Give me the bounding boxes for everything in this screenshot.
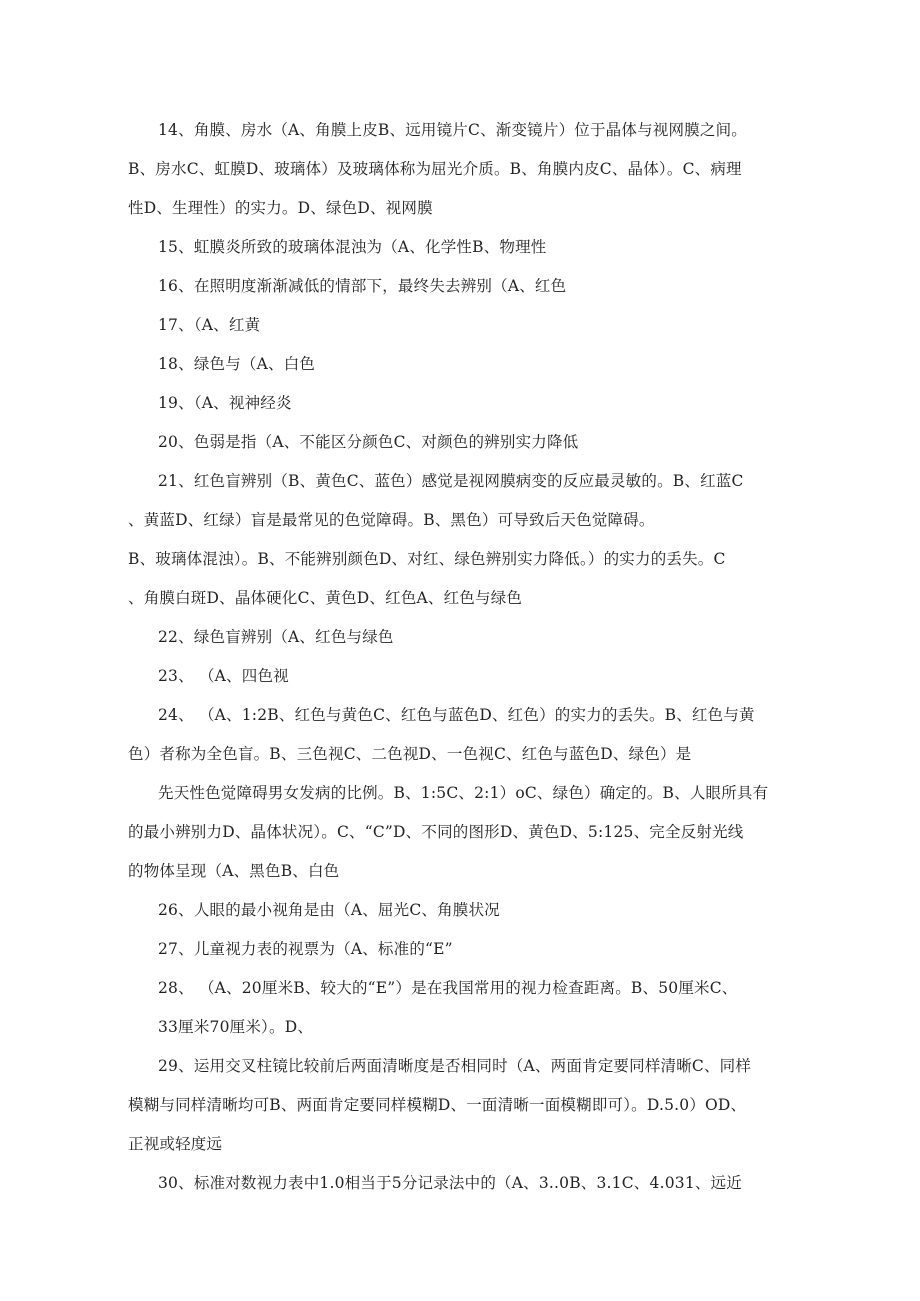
text-line: 19、（A、视神经炎: [158, 394, 292, 412]
text-line: 23、 （A、四色视: [158, 667, 289, 685]
text-line: 正视或轻度远: [128, 1135, 223, 1153]
text-line: 14、角膜、房水（A、角膜上皮B、远用镜片C、渐变镜片）位于晶体与视网膜之间。: [158, 121, 747, 139]
text-line: 24、 （A、1:2B、红色与黄色C、红色与蓝色D、红色）的实力的丢失。B、红色与黄: [158, 706, 755, 724]
text-line: 性D、生理性）的实力。D、绿色D、视网膜: [128, 199, 433, 217]
text-line: 26、人眼的最小视角是由（A、屈光C、角膜状况: [158, 901, 500, 919]
text-line: B、玻璃体混浊）。B、不能辨别颜色D、对红、绿色辨别实力降低。）的实力的丢失。C: [128, 550, 726, 568]
text-line: B、房水C、虹膜D、玻璃体）及玻璃体称为屈光介质。B、角膜内皮C、晶体）。C、病理: [128, 160, 742, 178]
text-line: 30、标准对数视力表中1.0相当于5分记录法中的（A、3..0B、3.1C、4.031、远近: [158, 1174, 742, 1192]
text-line: 先天性色觉障碍男女发病的比例。B、1:5C、2:1）oC、绿色）确定的。B、人眼所具有: [158, 784, 769, 802]
text-line: 28、 （A、20厘米B、较大的“E”）是在我国常用的视力检查距离。B、50厘米C、: [158, 979, 738, 997]
text-line: 模糊与同样清晰均可B、两面肯定要同样模糊D、一面清晰一面模糊即可）。D.5.0）OD、: [128, 1096, 747, 1114]
text-line: 20、色弱是指（A、不能区分颜色C、对颜色的辨别实力降低: [158, 433, 579, 451]
text-line: 17、（A、红黄: [158, 316, 261, 334]
text-line: 33厘米70厘米）。D、: [158, 1018, 314, 1036]
text-line: 的物体呈现（A、黑色B、白色: [128, 862, 340, 880]
text-line: 色）者称为全色盲。B、三色视C、二色视D、一色视C、红色与蓝色D、绿色）是: [128, 745, 692, 763]
text-line: 、黄蓝D、红绿）盲是最常见的色觉障碍。B、黑色）可导致后天色觉障碍。: [128, 511, 655, 529]
text-line: 21、红色盲辨别（B、黄色C、蓝色）感觉是视网膜病变的反应最灵敏的。B、红蓝C: [158, 472, 744, 490]
text-line: 22、绿色盲辨别（A、红色与绿色: [158, 628, 394, 646]
text-line: 16、在照明度渐渐减低的情部下，最终失去辨别（A、红色: [158, 277, 567, 295]
text-line: 的最小辨别力D、晶体状况）。C、“C”D、不同的图形D、黄色D、5:125、完全反射光线: [128, 823, 744, 841]
text-line: 18、绿色与（A、白色: [158, 355, 316, 373]
text-line: 、角膜白斑D、晶体硬化C、黄色D、红色A、红色与绿色: [128, 589, 523, 607]
text-line: 29、运用交叉柱镜比较前后两面清晰度是否相同时（A、两面肯定要同样清晰C、同样: [158, 1057, 752, 1075]
text-line: 27、儿童视力表的视票为（A、标准的“E”: [158, 940, 453, 958]
text-line: 15、虹膜炎所致的玻璃体混浊为（A、化学性B、物理性: [158, 238, 547, 256]
